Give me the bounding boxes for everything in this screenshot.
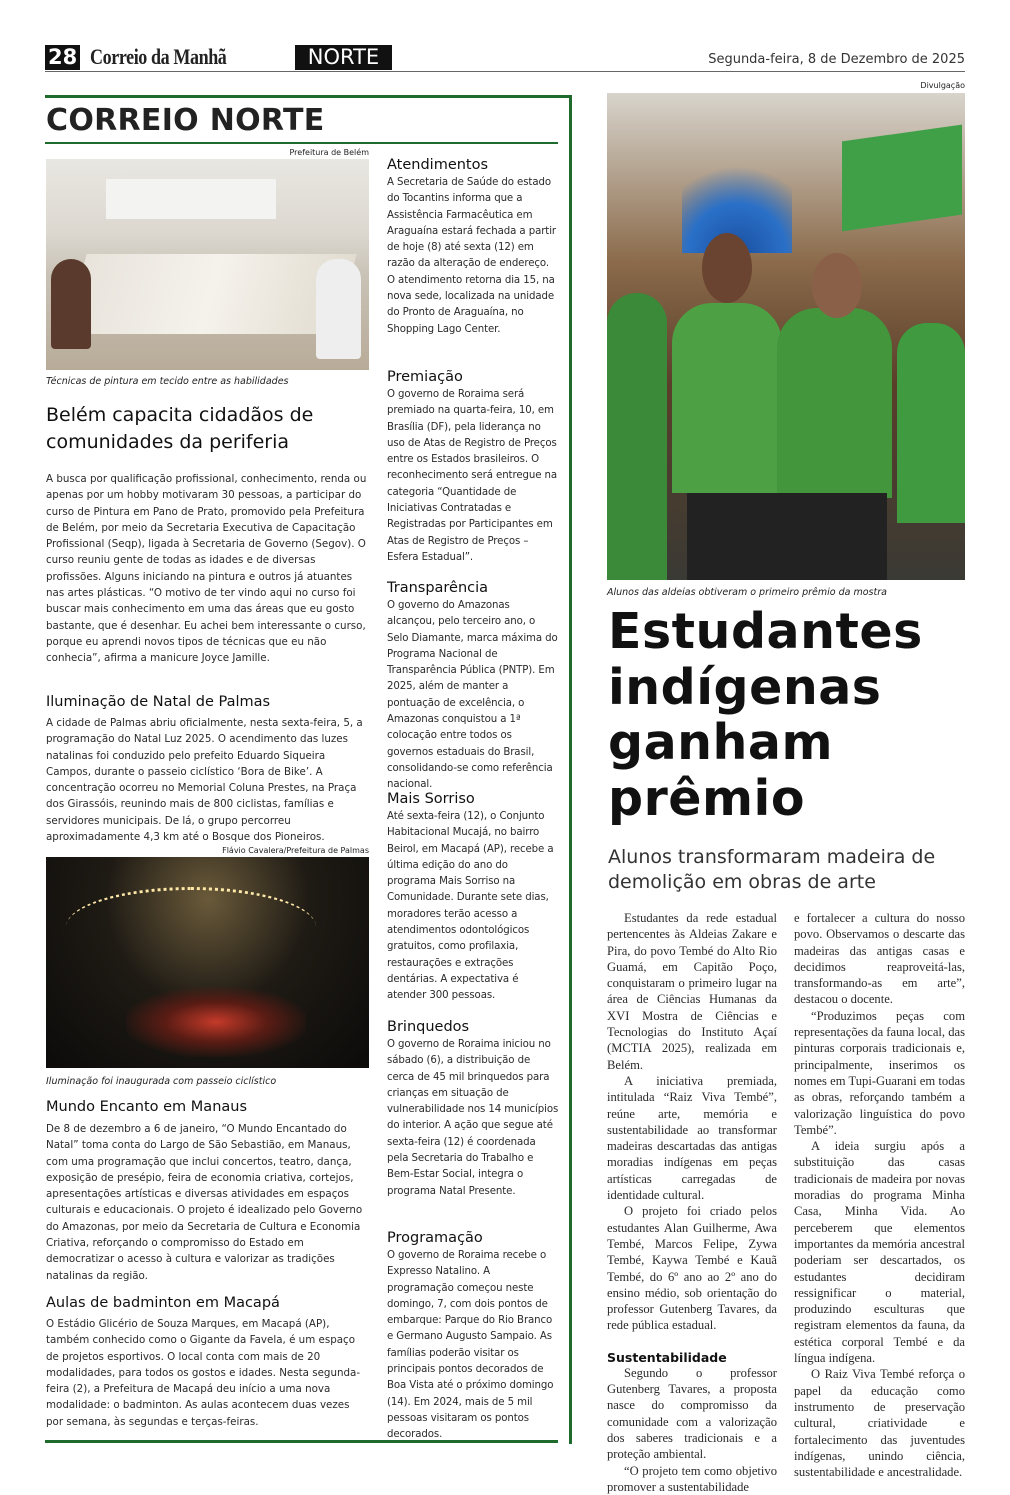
article-headline: Aulas de badminton em Macapá bbox=[46, 1295, 280, 1311]
column-title-rule bbox=[45, 142, 558, 144]
photo-shorts bbox=[687, 493, 887, 580]
brief-title: Premiação bbox=[387, 369, 559, 385]
brief bbox=[387, 580, 559, 791]
paragraph: A iniciativa premiada, intitulada “Raiz Viva Tembé”, reúne arte, memória e sustentabilidade ao transformar madeiras descartadas das antigas moradias indígenas em peças artísticas carregadas de identidade cultural. bbox=[607, 1073, 777, 1203]
photo-face bbox=[702, 233, 752, 303]
page-number: 28 bbox=[45, 45, 80, 70]
photo-indigenous-students bbox=[607, 93, 965, 580]
paragraph: Estudantes da rede estadual pertencentes às Aldeias Zakare e Pira, do povo Tembé do Alto Rio Guamá, em Capitão Poço, conquistaram o primeiro lugar na área de Ciências Humanas da XVI Mostra de Ciências e Tecnologias do Instituto Açaí (MCTIA 2025), realizada em Belém. bbox=[607, 910, 777, 1073]
article-body: O Estádio Glicério de Souza Marques, em Macapá (AP), também conhecido como o Gigante da Favela, é um espaço de projetos esportivos. O local conta com mais de 20 modalidades, para todos os gostos e idades. Nesta segunda-feira (2), a Prefeitura de Macapá deu início a uma nova modalidade: o badminton. As aulas acontecem duas vezes por semana, às segundas e terças-feiras. bbox=[46, 1316, 369, 1430]
feature-deck: Alunos transformaram madeira de demolição em obras de arte bbox=[608, 845, 968, 895]
column-title: CORREIO NORTE bbox=[46, 103, 325, 138]
brief-title: Transparência bbox=[387, 580, 559, 596]
article-headline: Mundo Encanto em Manaus bbox=[46, 1099, 247, 1115]
brief-body: O governo do Amazonas alcançou, pelo terceiro ano, o Selo Diamante, marca máxima do Programa Nacional de Transparência Pública (PNTP). Em 2025, além de manter a pontuação de excelência, o Amazonas conquistou a 1ª colocação entre todos os governos estaduais do Brasil, consolidando-se como referência nacional. bbox=[387, 598, 559, 794]
photo-person bbox=[316, 259, 361, 359]
feature-body-col2 bbox=[794, 910, 965, 1480]
photo-tables bbox=[65, 254, 356, 334]
photo-cyclists bbox=[126, 987, 306, 1057]
photo-caption: Alunos das aldeias obtiveram o primeiro prêmio da mostra bbox=[607, 587, 887, 598]
feature-headline: Estudantes indígenas ganham prêmio bbox=[608, 604, 938, 826]
brief bbox=[387, 791, 559, 1019]
photo-light-arch bbox=[66, 887, 316, 927]
article-headline: Belém capacita cidadãos de comunidades da periferia bbox=[46, 402, 366, 456]
brief-body: A Secretaria de Saúde do estado do Tocantins informa que a Assistência Farmacêutica em Araguaína estará fechada a partir de hoje (8) até sexta (12) em razão da alteração de endereço. O atendimento retorna dia 15, na nova sede, localizada na unidade do Pronto de Araguaína, no Shopping Lago Center. bbox=[387, 175, 559, 338]
brief bbox=[387, 369, 559, 580]
photo-painting-class bbox=[46, 159, 369, 370]
paragraph: O projeto foi criado pelos estudantes Alan Guilherme, Awa Tembé, Marcos Felipe, Zywa Tembé, Kaywa Tembé e Kauã Tembé, do 6º ano ao 2º ano do ensino médio, sob orientação do professor Gutenberg Tavares, da rede pública estadual. bbox=[607, 1203, 777, 1333]
photo-caption: Técnicas de pintura em tecido entre as habilidades bbox=[46, 376, 288, 387]
feature-body-col1 bbox=[607, 910, 777, 1495]
brief-title: Brinquedos bbox=[387, 1019, 559, 1035]
brief bbox=[387, 157, 559, 369]
brief-body: O governo de Roraima será premiado na quarta-feira, 10, em Brasília (DF), pela liderança no uso de Atas de Registro de Preços entre os Estados brasileiros. O reconhecimento será entregue na categoria “Quantidade de Iniciativas Contratadas e Registradas por Participantes em Atas de Registro de Preços – Esfera Estadual”. bbox=[387, 387, 559, 566]
photo-wall bbox=[106, 179, 276, 219]
paragraph: Segundo o professor Gutenberg Tavares, a proposta nasce do compromisso da comunidade com a valorização dos saberes tradicionais e a proteção ambiental. bbox=[607, 1365, 777, 1463]
photo-credit: Flávio Cavalera/Prefeitura de Palmas bbox=[46, 846, 369, 855]
photo-person bbox=[672, 303, 782, 493]
article-body: A cidade de Palmas abriu oficialmente, nesta sexta-feira, 5, a programação do Natal Luz 2025. O acendimento das luzes natalinas foi conduzido pelo prefeito Eduardo Siqueira Campos, durante o passeio ciclístico ‘Bora de Bike’. A concentração ocorreu no Memorial Coluna Prestes, na Praça dos Girassóis, reunindo mais de 800 ciclistas, famílias e servidores municipais. De lá, o grupo percorreu aproximadamente 4,3 km até o Bosque dos Pioneiros. bbox=[46, 715, 369, 845]
photo-credit: Divulgação bbox=[607, 81, 965, 90]
article-headline: Iluminação de Natal de Palmas bbox=[46, 694, 270, 710]
header-divider bbox=[45, 71, 965, 72]
photo-person bbox=[777, 308, 892, 498]
section-label: NORTE bbox=[295, 45, 392, 70]
photo-person bbox=[51, 259, 91, 349]
column-frame-right bbox=[569, 95, 572, 1444]
brief-body: O governo de Roraima recebe o Expresso Natalino. A programação começou neste domingo, 7, com dois pontos de embarque: Parque do Rio Branco e Germano Augusto Sampaio. As famílias poderão visitar os principais pontos decorados de Boa Vista até o próximo domingo (14). Em 2024, mais de 5 mil pessoas visitaram os pontos decorados. bbox=[387, 1248, 559, 1444]
paragraph: e fortalecer a cultura do nosso povo. Observamos o descarte das madeiras das antigas casas e decidimos reaproveitá-las, transformando-as em arte”, destacou o docente. bbox=[794, 910, 965, 1008]
paragraph: “O projeto tem como objetivo promover a sustentabilidade bbox=[607, 1463, 777, 1495]
photo-banner bbox=[842, 125, 962, 232]
brief-body: Até sexta-feira (12), o Conjunto Habitacional Mucajá, no bairro Beirol, em Macapá (AP), recebe a última edição do ano do programa Mais Sorriso na Comunidade. Durante sete dias, moradores terão acesso a atendimentos odontológicos gratuitos, como profilaxia, restaurações e extrações dentárias. A expectativa é atender 300 pessoas. bbox=[387, 809, 559, 1005]
paragraph: “Produzimos peças com representações da fauna local, das pinturas corporais tradicionais e, principalmente, inserimos os nomes em Tupi-Guarani em todas as obras, reforçando também a valorização linguística do povo Tembé”. bbox=[794, 1008, 965, 1138]
photo-christmas-lights bbox=[46, 857, 369, 1068]
masthead-logo: Correio da Manhã bbox=[90, 44, 226, 70]
brief bbox=[387, 1019, 559, 1230]
photo-person bbox=[897, 323, 965, 523]
brief-title: Programação bbox=[387, 1230, 559, 1246]
paragraph: O Raiz Viva Tembé reforça o papel da educação como instrumento de preservação cultural, criatividade e fortalecimento das juventudes indígenas, unindo ciência, sustentabilidade e ancestralidade. bbox=[794, 1366, 965, 1480]
brief-title: Mais Sorriso bbox=[387, 791, 559, 807]
article-body: A busca por qualificação profissional, conhecimento, renda ou apenas por um hobby motivaram 30 pessoas, a participar do curso de Pintura em Pano de Prato, promovido pela Prefeitura de Belém, por meio da Secretaria Executiva de Capacitação Profissional (Seqp), ligada à Secretaria de Governo (Segov). O curso reuniu gente de todas as idades e de diversas profissões. Alguns iniciando na pintura e outros já atuantes nas artes plásticas. “O motivo de ter vindo aqui no curso foi buscar mais conhecimento em uma das áreas que eu gosto bastante, que é desenhar. Eu achei bem interessante o curso, porque eu aprendi novos tipos de técnicas que eu não conhecia”, afirma a manicure Joyce Jamille. bbox=[46, 471, 369, 667]
brief-title: Atendimentos bbox=[387, 157, 559, 173]
issue-date: Segunda-feira, 8 de Dezembro de 2025 bbox=[708, 52, 965, 67]
feature-subhead: Sustentabilidade bbox=[607, 1350, 777, 1365]
column-frame-top bbox=[45, 95, 572, 98]
brief bbox=[387, 1230, 559, 1444]
photo-face bbox=[812, 253, 862, 318]
photo-person bbox=[607, 293, 667, 580]
photo-credit: Prefeitura de Belém bbox=[46, 148, 369, 157]
brief-body: O governo de Roraima iniciou no sábado (6), a distribuição de cerca de 45 mil brinquedos para crianças em situação de vulnerabilidade nos 14 municípios do interior. A ação que segue até sexta-feira (12) é coordenada pela Secretaria do Trabalho e Bem-Estar Social, integra o programa Natal Presente. bbox=[387, 1037, 559, 1200]
photo-caption: Iluminação foi inaugurada com passeio ciclístico bbox=[46, 1076, 276, 1087]
paragraph: A ideia surgiu após a substituição das casas tradicionais de madeira por novas moradias do programa Minha Casa, Minha Vida. Ao perceberem que elementos importantes da memória ancestral poderiam ser descartados, os estudantes decidiram ressignificar o material, produzindo esculturas que registram elementos da fauna, da estética corporal Tembé e da língua indígena. bbox=[794, 1138, 965, 1366]
news-briefs bbox=[387, 157, 559, 1444]
article-body: De 8 de dezembro a 6 de janeiro, “O Mundo Encantado do Natal” toma conta do Largo de São Sebastião, em Manaus, com uma programação que inclui concertos, teatro, dança, exposição de presépio, feira de economia criativa, cortejos, apresentações artísticas e diversas atividades em espaços culturais e educacionais. O projeto é idealizado pelo Governo do Amazonas, por meio da Secretaria de Cultura e Economia Criativa, reforçando o compromisso do Estado em democratizar o acesso à cultura e valorizar as tradições natalinas da região. bbox=[46, 1121, 369, 1284]
